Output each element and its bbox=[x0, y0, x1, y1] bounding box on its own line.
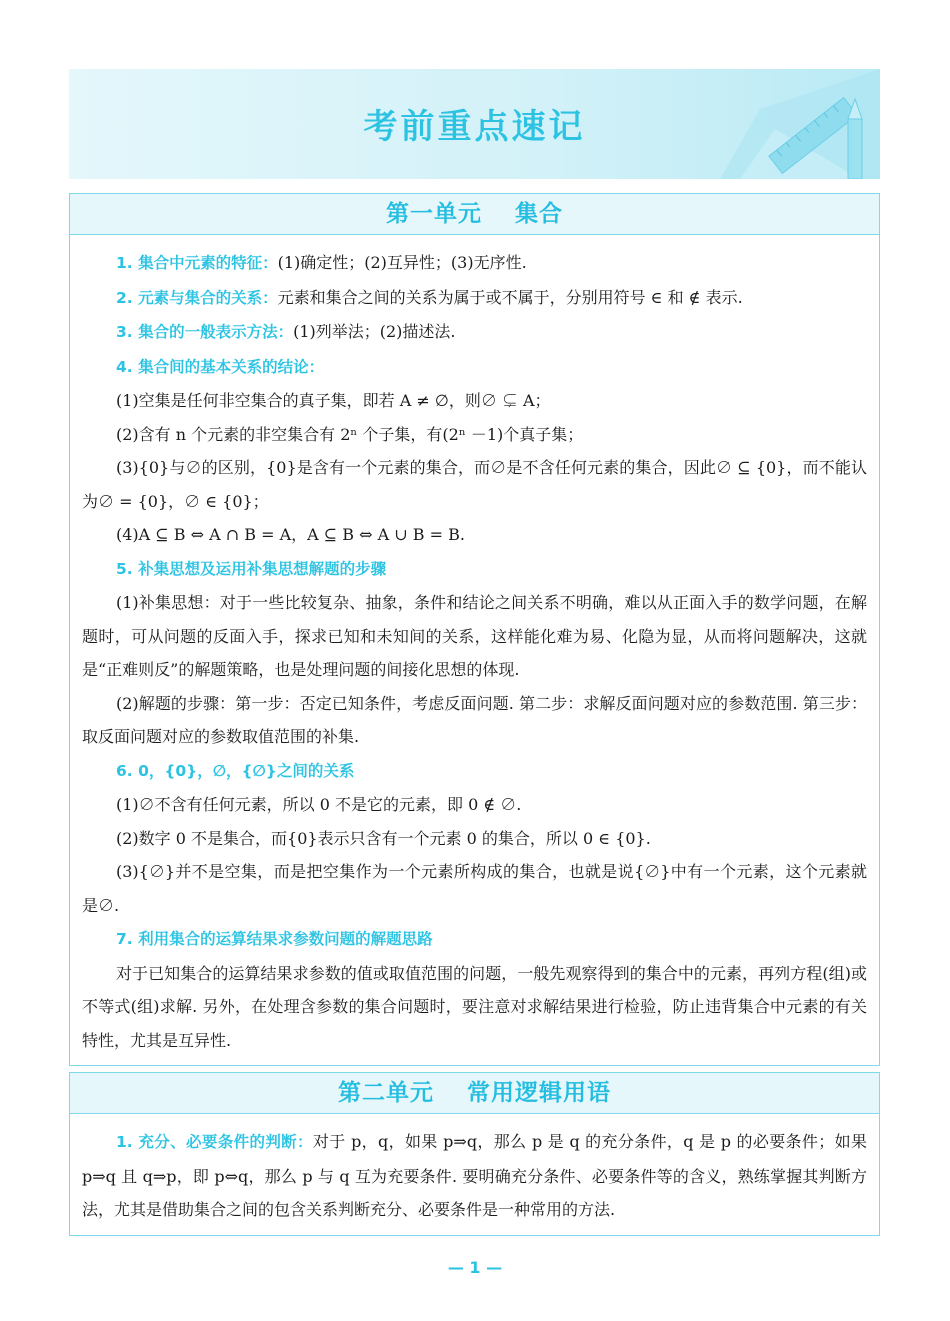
paragraph bbox=[82, 788, 867, 822]
section-item-heading-line bbox=[82, 315, 867, 350]
item-text: (1)空集是任何非空集合的真子集，即若 A ≠ ∅，则∅ ⊊ A； bbox=[116, 391, 551, 410]
section-item-heading-line bbox=[82, 552, 867, 587]
paragraph bbox=[82, 451, 867, 518]
paragraph bbox=[82, 518, 867, 552]
section-item-heading-line bbox=[82, 754, 867, 789]
unit2-body bbox=[70, 1114, 879, 1235]
item-text: (1)∅不含有任何元素，所以 0 不是它的元素，即 0 ∉ ∅. bbox=[116, 795, 522, 814]
item-text: 对于已知集合的运算结果求参数的值或取值范围的问题，一般先观察得到的集合中的元素，再列方程(组)或不等式(组)求解. 另外，在处理含参数的集合问题时，要注意对求解结果进行检验，防止违背集合中元素的有关特性，尤其是互异性. bbox=[82, 963, 867, 1050]
paragraph bbox=[82, 384, 867, 418]
item-text: (1)确定性；(2)互异性；(3)无序性. bbox=[277, 253, 527, 272]
item-text: (2)含有 n 个元素的非空集合有 2ⁿ 个子集，有(2ⁿ －1)个真子集； bbox=[116, 424, 584, 444]
item-heading: 2. 元素与集合的关系： bbox=[116, 288, 278, 307]
unit1-body bbox=[70, 235, 879, 1065]
item-text: (3){0}与∅的区别，{0}是含有一个元素的集合，而∅是不含任何元素的集合，因此∅ ⊆ {0}，而不能认为∅ = {0}，∅ ∈ {0}； bbox=[82, 458, 867, 511]
item-text: (2)解题的步骤：第一步：否定已知条件，考虑反面问题. 第二步：求解反面问题对应的参数范围. 第三步：取反面问题对应的参数取值范围的补集. bbox=[82, 693, 867, 746]
item-text: (2)数字 0 不是集合，而{0}表示只含有一个元素 0 的集合，所以 0 ∈ {0}. bbox=[116, 828, 651, 848]
unit2-title: 第二单元 常用逻辑用语 bbox=[70, 1073, 879, 1114]
item-heading: 5. 补集思想及运用补集思想解题的步骤 bbox=[116, 559, 387, 578]
section-item-heading-line bbox=[82, 922, 867, 957]
item-text: (3){∅}并不是空集，而是把空集作为一个元素所构成的集合，也就是说{∅}中有一个元素，这个元素就是∅. bbox=[82, 862, 867, 915]
paragraph bbox=[82, 957, 867, 1058]
item-text: (4)A ⊆ B ⇔ A ∩ B = A，A ⊆ B ⇔ A ∪ B = B. bbox=[116, 525, 465, 544]
item-heading: 4. 集合间的基本关系的结论： bbox=[116, 357, 325, 376]
paragraph bbox=[82, 687, 867, 754]
unit2-section bbox=[69, 1072, 880, 1236]
paragraph bbox=[82, 418, 867, 452]
item-heading: 7. 利用集合的运算结果求参数问题的解题思路 bbox=[116, 930, 433, 948]
item-heading: 6. 0，{0}，∅，{∅}之间的关系 bbox=[116, 761, 355, 780]
ruler-pencil-icon bbox=[680, 69, 880, 179]
item-heading: 3. 集合的一般表示方法： bbox=[116, 323, 294, 341]
item-text: 元素和集合之间的关系为属于或不属于，分别用符号 ∈ 和 ∉ 表示. bbox=[277, 287, 743, 307]
paragraph bbox=[82, 586, 867, 687]
title-banner bbox=[69, 69, 880, 179]
page-title: 考前重点速记 bbox=[363, 107, 586, 147]
section-item-heading-line bbox=[82, 350, 867, 385]
item-heading: 1. 充分、必要条件的判断： bbox=[116, 1133, 313, 1151]
item-text: 对于 p，q，如果 p⇒q，那么 p 是 q 的充分条件，q 是 p 的必要条件；如果 p⇒q 且 q⇒p，即 p⇔q，那么 p 与 q 互为充要条件. 要明确充分条件、必要条件等的含义，熟练掌握其判断方法，尤其是借助集合之间的包含关系判断充分、必要条件是一种常用的方法. bbox=[82, 1132, 867, 1219]
section-item-heading-line bbox=[82, 281, 867, 316]
item-text: (1)补集思想：对于一些比较复杂、抽象，条件和结论之间关系不明确，难以从正面入手的数学问题，在解题时，可从问题的反面入手，探求已知和未知间的关系，这样能化难为易、化隐为显，从而将问题解决，这就是“正难则反”的解题策略，也是处理问题的间接化思想的体现. bbox=[82, 593, 867, 679]
unit1-section bbox=[69, 193, 880, 1066]
page-number: — 1 — bbox=[447, 1258, 503, 1277]
paragraph bbox=[82, 822, 867, 856]
item-heading: 1. 集合中元素的特征： bbox=[116, 254, 278, 272]
section-item-heading-line bbox=[82, 246, 867, 281]
section-item-heading-line bbox=[82, 1125, 867, 1227]
item-text: (1)列举法；(2)描述法. bbox=[293, 322, 456, 341]
paragraph bbox=[82, 855, 867, 922]
unit1-title: 第一单元 集合 bbox=[70, 194, 879, 235]
